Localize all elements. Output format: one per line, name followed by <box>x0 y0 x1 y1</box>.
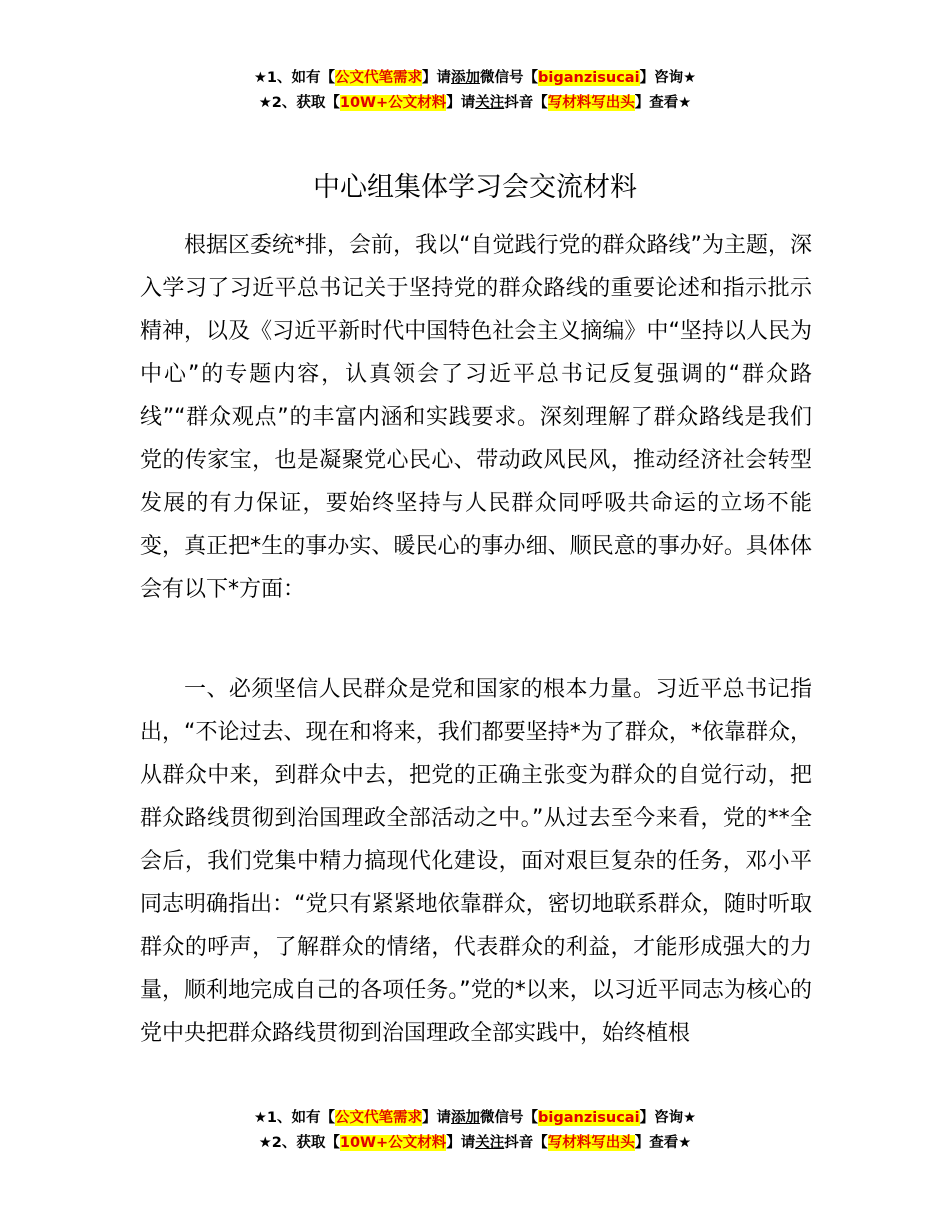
banner-text: 抖音【 <box>504 1135 548 1151</box>
banner-text: 】请 <box>446 95 476 111</box>
banner-underline: 添加 <box>451 70 481 86</box>
body-block <box>140 224 812 611</box>
banner-line-2 <box>0 1131 950 1156</box>
body-block <box>140 668 812 1055</box>
footer-banner <box>0 1106 950 1156</box>
banner-highlight: 写材料写出头 <box>547 95 635 111</box>
banner-text: ★2、获取【 <box>258 1135 340 1151</box>
paragraph: 一、必须坚信人民群众是党和国家的根本力量。习近平总书记指出，“不论过去、现在和将来，我们都要坚持*为了群众，*依靠群众，从群众中来，到群众中去，把党的正确主张变为群众的自觉行动，把群众路线贯彻到治国理政全部活动之中。”从过去至今来看，党的**全会后，我们党集中精力搞现代化建设，面对艰巨复杂的任务，邓小平同志明确指出：“党只有紧紧地依靠群众，密切地联系群众，随时听取群众的呼声，了解群众的情绪，代表群众的利益，才能形成强大的力量，顺利地完成自己的各项任务。”党的*以来，以习近平同志为核心的党中央把群众路线贯彻到治国理政全部实践中，始终植根 <box>140 677 812 1046</box>
banner-text: 】咨询★ <box>639 70 697 86</box>
banner-text: 】查看★ <box>634 95 692 111</box>
banner-highlight: 写材料写出头 <box>547 1135 635 1151</box>
banner-line-1 <box>0 66 950 91</box>
banner-text: 】请 <box>422 70 452 86</box>
banner-underline: 关注 <box>475 1135 505 1151</box>
banner-text: ★1、如有【 <box>253 1110 336 1126</box>
header-banner <box>0 66 950 116</box>
banner-text: 抖音【 <box>504 95 548 111</box>
document-title: 中心组集体学习会交流材料 <box>313 172 637 203</box>
paragraph: 根据区委统*排，会前，我以“自觉践行党的群众路线”为主题，深入学习了习近平总书记关于坚持党的群众路线的重要论述和指示批示精神，以及《习近平新时代中国特色社会主义摘编》中“坚持以人民为中心”的专题内容，认真领会了习近平总书记反复强调的“群众路线”“群众观点”的丰富内涵和实践要求。深刻理解了群众路线是我们党的传家宝，也是凝聚党心民心、带动政风民风，推动经济社会转型发展的有力保证，要始终坚持与人民群众同呼吸共命运的立场不能变，真正把*生的事办实、暖民心的事办细、顺民意的事办好。具体体会有以下*方面： <box>140 233 812 602</box>
banner-line-2 <box>0 91 950 116</box>
banner-text: ★2、获取【 <box>258 95 340 111</box>
banner-underline: 添加 <box>451 1110 481 1126</box>
banner-highlight: 10W+公文材料 <box>339 95 447 111</box>
banner-text: 微信号【 <box>480 70 539 86</box>
banner-highlight: biganzisucai <box>538 70 640 86</box>
banner-highlight: biganzisucai <box>538 1110 640 1126</box>
banner-text: ★1、如有【 <box>253 70 336 86</box>
banner-text: 】请 <box>422 1110 452 1126</box>
banner-highlight: 公文代笔需求 <box>335 1110 423 1126</box>
banner-line-1 <box>0 1106 950 1131</box>
banner-underline: 关注 <box>475 95 505 111</box>
banner-text: 】咨询★ <box>639 1110 697 1126</box>
banner-text: 】请 <box>446 1135 476 1151</box>
banner-highlight: 公文代笔需求 <box>335 70 423 86</box>
banner-text: 】查看★ <box>634 1135 692 1151</box>
banner-highlight: 10W+公文材料 <box>339 1135 447 1151</box>
banner-text: 微信号【 <box>480 1110 539 1126</box>
